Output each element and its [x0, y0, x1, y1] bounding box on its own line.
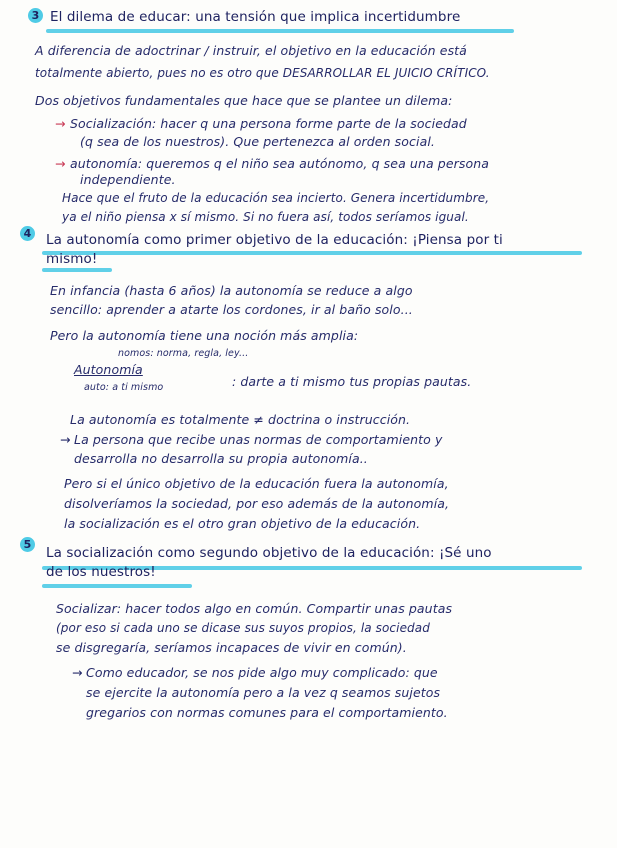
line-3-3: Dos objetivos fundamentales que hace que se plantee un dilema:: [35, 93, 453, 108]
line-3-1: A diferencia de adoctrinar / instruir, el objetivo en la educación está: [35, 43, 467, 58]
section-title-5-line-1: La socialización como segundo objetivo de la educación: ¡Sé uno: [46, 545, 492, 561]
highlight-title-5-b: [42, 584, 192, 588]
line-5-5: se ejercite la autonomía pero a la vez q seamos sujetos: [86, 685, 441, 700]
line-3-2: totalmente abierto, pues no es otro que DESARROLLAR EL JUICIO CRÍTICO.: [35, 66, 490, 80]
arrow-icon: →: [55, 116, 66, 131]
line-4-8: La persona que recibe unas normas de comportamiento y: [74, 432, 443, 447]
section-title-3: El dilema de educar: una tensión que implica incertidumbre: [50, 9, 461, 25]
line-3-7: independiente.: [80, 172, 176, 187]
section-number-3: 3: [28, 8, 43, 23]
line-4-3: Pero la autonomía tiene una noción más amplia:: [50, 328, 359, 343]
highlight-title-4-b: [42, 268, 112, 272]
arrow-icon: →: [72, 665, 83, 680]
line-4-12: la socialización es el otro gran objetivo de la educación.: [64, 516, 421, 531]
line-4-nomos: nomos: norma, regla, ley...: [118, 348, 249, 359]
line-4-2: sencillo: aprender a atarte los cordones, ir al baño solo...: [50, 302, 413, 317]
highlight-title-4-a: [42, 251, 582, 255]
arrow-icon: →: [60, 432, 71, 447]
line-3-9: ya el niño piensa x sí mismo. Si no fuera así, todos seríamos igual.: [62, 210, 469, 224]
section-number-5: 5: [20, 537, 35, 552]
line-4-11: disolveríamos la sociedad, por eso además de la autonomía,: [64, 496, 450, 511]
arrow-icon: →: [55, 156, 66, 171]
line-3-8: Hace que el fruto de la educación sea incierto. Genera incertidumbre,: [62, 191, 490, 205]
line-4-10: Pero si el único objetivo de la educación fuera la autonomía,: [64, 476, 449, 491]
line-4-7: La autonomía es totalmente ≠ doctrina o instrucción.: [70, 412, 411, 427]
section-title-5-line-2: de los nuestros!: [46, 564, 156, 580]
line-4-1: En infancia (hasta 6 años) la autonomía se reduce a algo: [50, 283, 413, 298]
section-number-4: 4: [20, 226, 35, 241]
line-5-1: Socializar: hacer todos algo en común. Compartir unas pautas: [56, 601, 453, 616]
line-4-9: desarrolla no desarrolla su propia autonomía..: [74, 451, 368, 466]
line-4-pautas: : darte a ti mismo tus propias pautas.: [232, 374, 472, 389]
line-3-5: (q sea de los nuestros). Que pertenezca al orden social.: [80, 134, 435, 149]
highlight-title-3: [46, 29, 514, 33]
line-4-autonomia: Autonomía: [74, 362, 143, 377]
section-title-4-line-1: La autonomía como primer objetivo de la educación: ¡Piensa por ti: [46, 232, 503, 248]
line-5-2: (por eso si cada uno se dicase sus suyos propios, la sociedad: [56, 621, 430, 635]
line-4-auto: auto: a ti mismo: [84, 382, 164, 393]
section-title-4-line-2: mismo!: [46, 251, 98, 267]
line-5-6: gregarios con normas comunes para el comportamiento.: [86, 705, 448, 720]
line-5-4: Como educador, se nos pide algo muy complicado: que: [86, 665, 438, 680]
line-5-3: se disgregaría, seríamos incapaces de vivir en común).: [56, 640, 407, 655]
line-3-6: autonomía: queremos q el niño sea autónomo, q sea una persona: [70, 156, 490, 171]
line-3-4: Socialización: hacer q una persona forme parte de la sociedad: [70, 116, 467, 131]
